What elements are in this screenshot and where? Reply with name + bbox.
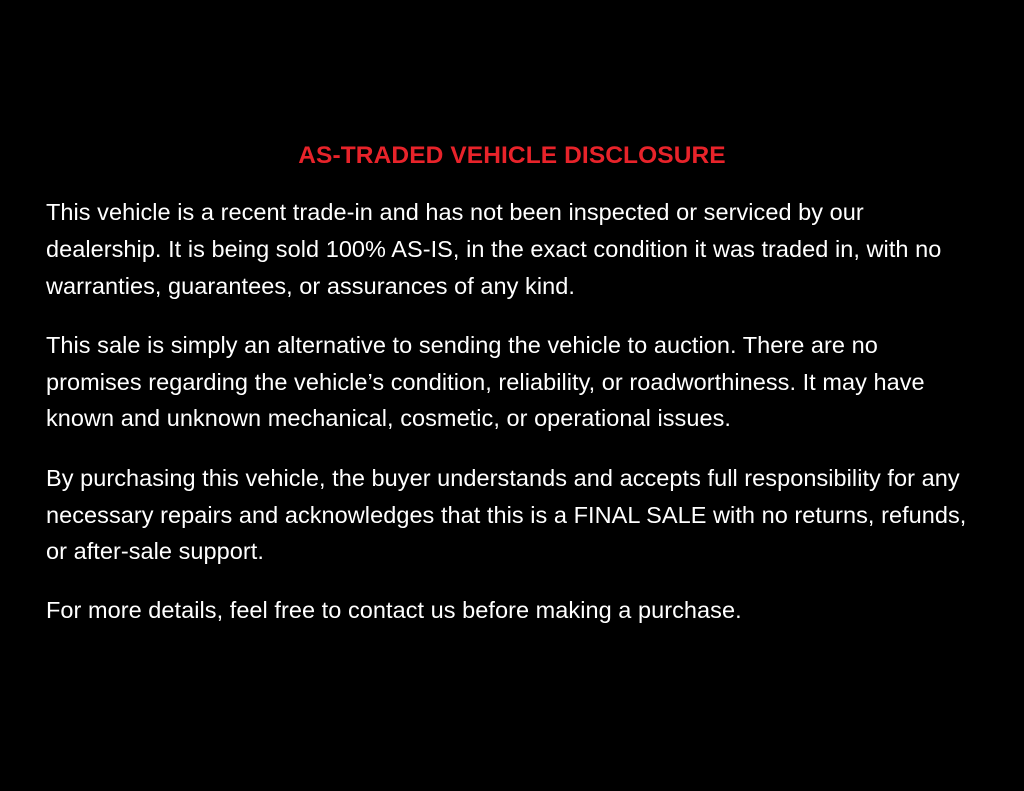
page-title: AS-TRADED VEHICLE DISCLOSURE (298, 142, 726, 169)
disclosure-paragraph: This sale is simply an alternative to sending the vehicle to auction. There are no promises regarding the vehicle’s condition, reliability, or roadworthiness. It may have known and unknown mechanical, cosmetic, or operational issues. (46, 332, 925, 432)
disclosure-body (46, 170, 978, 628)
disclosure-paragraph: For more details, feel free to contact us before making a purchase. (46, 596, 742, 623)
disclosure-paragraph: This vehicle is a recent trade-in and has not been inspected or serviced by our dealership. It is being sold 100% AS-IS, in the exact condition it was traded in, with no warranties, guarantees, or assurances of any kind. (46, 199, 942, 299)
disclosure-paragraph: By purchasing this vehicle, the buyer understands and accepts full responsibility for any necessary repairs and acknowledges that this is a FINAL SALE with no returns, refunds, or after-sale support. (46, 464, 967, 565)
